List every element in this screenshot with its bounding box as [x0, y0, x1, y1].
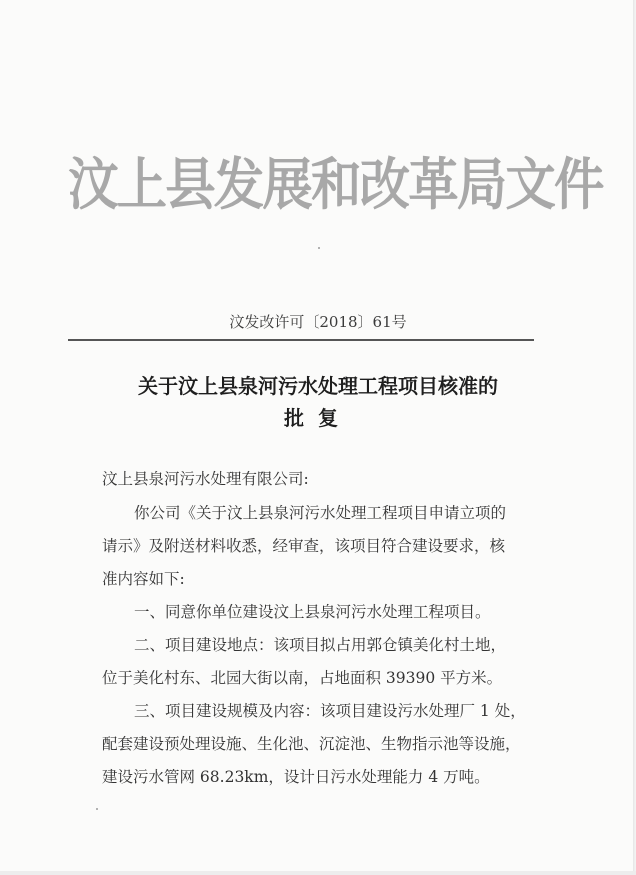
agency-header-title: 汶上县发展和改革局文件 [68, 152, 603, 218]
header-divider [68, 339, 534, 341]
paragraph-line: 请示》及附送材料收悉，经审查，该项目符合建设要求，核 [102, 537, 506, 555]
approval-item-3-line: 建设污水管网 68.23km，设计日污水处理能力 4 万吨。 [102, 768, 490, 786]
document-title-line-1: 关于汶上县泉河污水处理工程项目核准的 [138, 374, 498, 398]
addressee: 汶上县泉河污水处理有限公司: [102, 470, 309, 488]
approval-item-3-line: 配套建设预处理设施、生化池、沉淀池、生物指示池等设施， [102, 735, 521, 753]
paragraph-line: 准内容如下: [102, 570, 185, 588]
approval-item-3-line: 三、项目建设规模及内容：该项目建设污水处理厂 1 处， [134, 702, 526, 720]
paragraph-line: 你公司《关于汶上县泉河污水处理工程项目申请立项的 [134, 504, 507, 522]
approval-item-1: 一、同意你单位建设汶上县泉河污水处理工程项目。 [134, 603, 491, 621]
approval-item-2-line: 二、项目建设地点：该项目拟占用郭仓镇美化村土地， [134, 636, 507, 654]
scan-speck [96, 808, 98, 810]
document-number: 汶发改许可〔2018〕61号 [229, 313, 407, 331]
approval-item-2-line: 位于美化村东、北园大街以南，占地面积 39390 平方米。 [102, 669, 503, 687]
scan-edge [0, 871, 636, 875]
document-title-line-2: 批复 [284, 406, 352, 430]
scan-speck [318, 247, 320, 249]
